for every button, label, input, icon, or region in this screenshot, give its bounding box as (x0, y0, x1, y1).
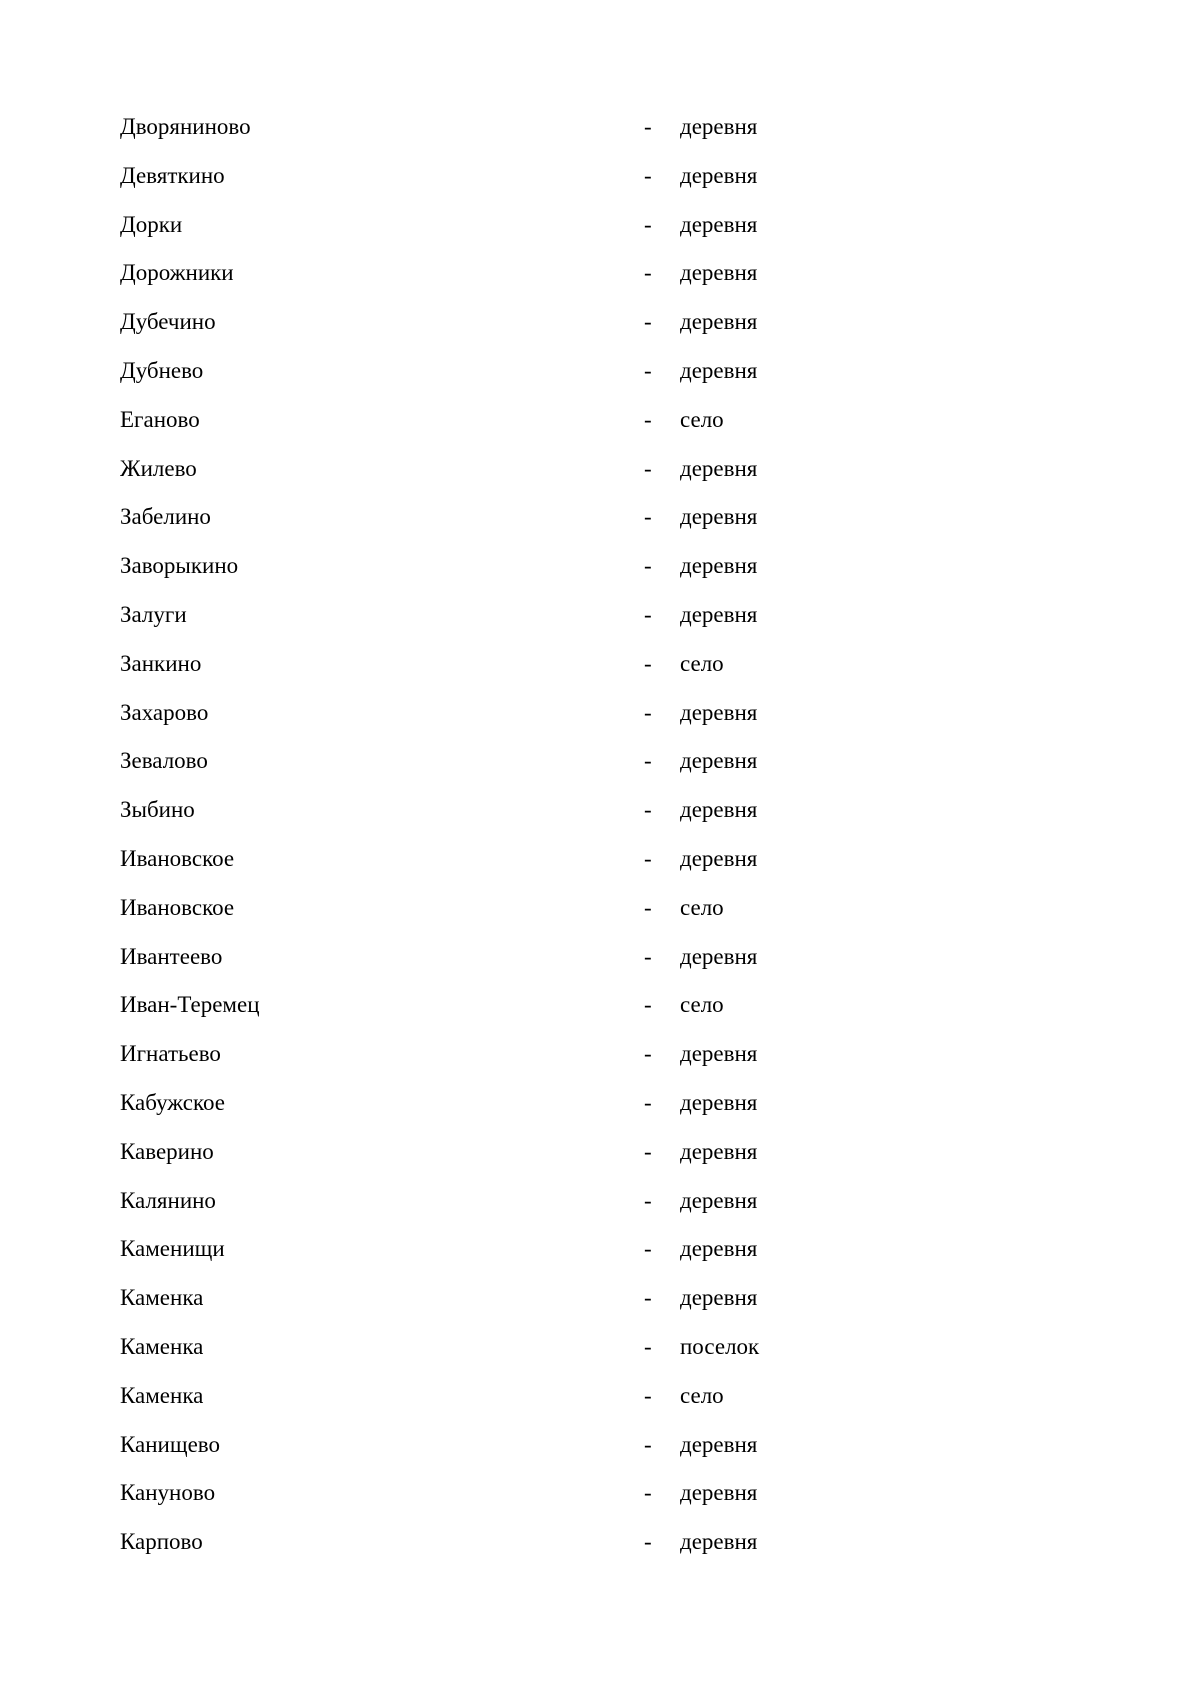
settlement-name: Залуги (120, 601, 187, 627)
separator-dash: - (644, 1236, 652, 1262)
settlement-type: село (680, 1382, 724, 1408)
settlement-type: село (680, 894, 724, 920)
settlement-name: Каменищи (120, 1236, 225, 1262)
settlement-type: деревня (680, 309, 758, 335)
separator-dash: - (644, 162, 652, 188)
separator-dash: - (644, 1529, 652, 1555)
settlement-type: деревня (680, 1236, 758, 1262)
separator-dash: - (644, 1138, 652, 1164)
settlement-name: Ивановское (120, 845, 235, 871)
list-item (120, 648, 1020, 697)
settlement-type: деревня (680, 114, 758, 139)
settlement-name: Захарово (120, 699, 209, 725)
settlement-type: деревня (680, 1529, 758, 1555)
settlement-type: поселок (680, 1333, 760, 1359)
settlement-name: Канищево (120, 1431, 220, 1457)
settlement-name: Ивановское (120, 894, 235, 920)
list-item (120, 1087, 1020, 1136)
list-item (120, 941, 1020, 990)
settlement-type: деревня (680, 553, 758, 579)
settlement-type: деревня (680, 943, 758, 969)
settlement-type: село (680, 992, 724, 1018)
list-item (120, 209, 1020, 258)
settlement-name: Каверино (120, 1138, 214, 1164)
separator-dash: - (644, 1285, 652, 1311)
separator-dash: - (644, 992, 652, 1018)
settlement-name: Девяткино (120, 162, 225, 188)
settlement-type: деревня (680, 211, 758, 237)
separator-dash: - (644, 1382, 652, 1408)
list-item (120, 794, 1020, 843)
settlement-name: Каменка (120, 1285, 204, 1311)
list-item (120, 257, 1020, 306)
list-item (120, 1429, 1020, 1478)
settlement-type: деревня (680, 699, 758, 725)
separator-dash: - (644, 1041, 652, 1067)
list-item (120, 1380, 1020, 1429)
separator-dash: - (644, 1480, 652, 1506)
separator-dash: - (644, 211, 652, 237)
settlement-type: деревня (680, 1089, 758, 1115)
separator-dash: - (644, 309, 652, 335)
settlement-type: деревня (680, 162, 758, 188)
settlement-type: деревня (680, 1138, 758, 1164)
settlement-type: деревня (680, 601, 758, 627)
list-item (120, 1136, 1020, 1185)
settlement-name: Еганово (120, 406, 200, 432)
settlement-name: Зевалово (120, 748, 208, 774)
list-item (120, 989, 1020, 1038)
settlement-name: Дворяниново (120, 114, 251, 139)
settlement-name: Забелино (120, 504, 211, 530)
separator-dash: - (644, 1431, 652, 1457)
settlement-type: деревня (680, 357, 758, 383)
separator-dash: - (644, 1187, 652, 1213)
separator-dash: - (644, 114, 652, 139)
separator-dash: - (644, 553, 652, 579)
list-item (120, 160, 1020, 209)
list-item (120, 697, 1020, 746)
separator-dash: - (644, 650, 652, 676)
settlement-name: Занкино (120, 650, 202, 676)
separator-dash: - (644, 260, 652, 286)
settlement-type: деревня (680, 455, 758, 481)
settlement-type: село (680, 650, 724, 676)
settlement-name: Зыбино (120, 797, 195, 823)
settlement-list (120, 111, 1020, 1575)
separator-dash: - (644, 406, 652, 432)
list-item (120, 599, 1020, 648)
settlement-name: Игнатьево (120, 1041, 221, 1067)
separator-dash: - (644, 504, 652, 530)
settlement-name: Жилево (120, 455, 197, 481)
separator-dash: - (644, 845, 652, 871)
separator-dash: - (644, 699, 652, 725)
settlement-type: деревня (680, 260, 758, 286)
separator-dash: - (644, 943, 652, 969)
settlement-type: деревня (680, 504, 758, 530)
settlement-type: деревня (680, 1187, 758, 1213)
list-item (120, 1233, 1020, 1282)
settlement-type: деревня (680, 1431, 758, 1457)
list-item (120, 892, 1020, 941)
list-item (120, 501, 1020, 550)
separator-dash: - (644, 1089, 652, 1115)
settlement-name: Кануново (120, 1480, 216, 1506)
settlement-name: Дубнево (120, 357, 204, 383)
list-item (120, 1038, 1020, 1087)
list-item (120, 1185, 1020, 1234)
list-item (120, 1282, 1020, 1331)
settlement-type: деревня (680, 1285, 758, 1311)
settlement-name: Каменка (120, 1382, 204, 1408)
settlement-name: Кабужское (120, 1089, 225, 1115)
settlement-name: Дорки (120, 211, 183, 237)
settlement-type: деревня (680, 748, 758, 774)
settlement-name: Карпово (120, 1529, 203, 1555)
separator-dash: - (644, 1333, 652, 1359)
list-item (120, 111, 1020, 160)
list-item (120, 404, 1020, 453)
separator-dash: - (644, 357, 652, 383)
settlement-name: Заворыкино (120, 553, 239, 579)
settlement-type: село (680, 406, 724, 432)
settlement-type: деревня (680, 797, 758, 823)
list-item (120, 843, 1020, 892)
list-item (120, 1331, 1020, 1380)
separator-dash: - (644, 455, 652, 481)
settlement-type: деревня (680, 1480, 758, 1506)
settlement-name: Дубечино (120, 309, 216, 335)
list-item (120, 306, 1020, 355)
settlement-name: Ивантеево (120, 943, 223, 969)
list-item (120, 1526, 1020, 1575)
settlement-name: Каменка (120, 1333, 204, 1359)
settlement-name: Иван-Теремец (120, 992, 260, 1018)
separator-dash: - (644, 797, 652, 823)
settlement-name: Дорожники (120, 260, 234, 286)
separator-dash: - (644, 894, 652, 920)
settlement-name: Калянино (120, 1187, 216, 1213)
settlement-type: деревня (680, 1041, 758, 1067)
list-item (120, 1477, 1020, 1526)
list-item (120, 745, 1020, 794)
list-item (120, 550, 1020, 599)
settlement-type: деревня (680, 845, 758, 871)
list-item (120, 355, 1020, 404)
separator-dash: - (644, 748, 652, 774)
separator-dash: - (644, 601, 652, 627)
list-item (120, 453, 1020, 502)
